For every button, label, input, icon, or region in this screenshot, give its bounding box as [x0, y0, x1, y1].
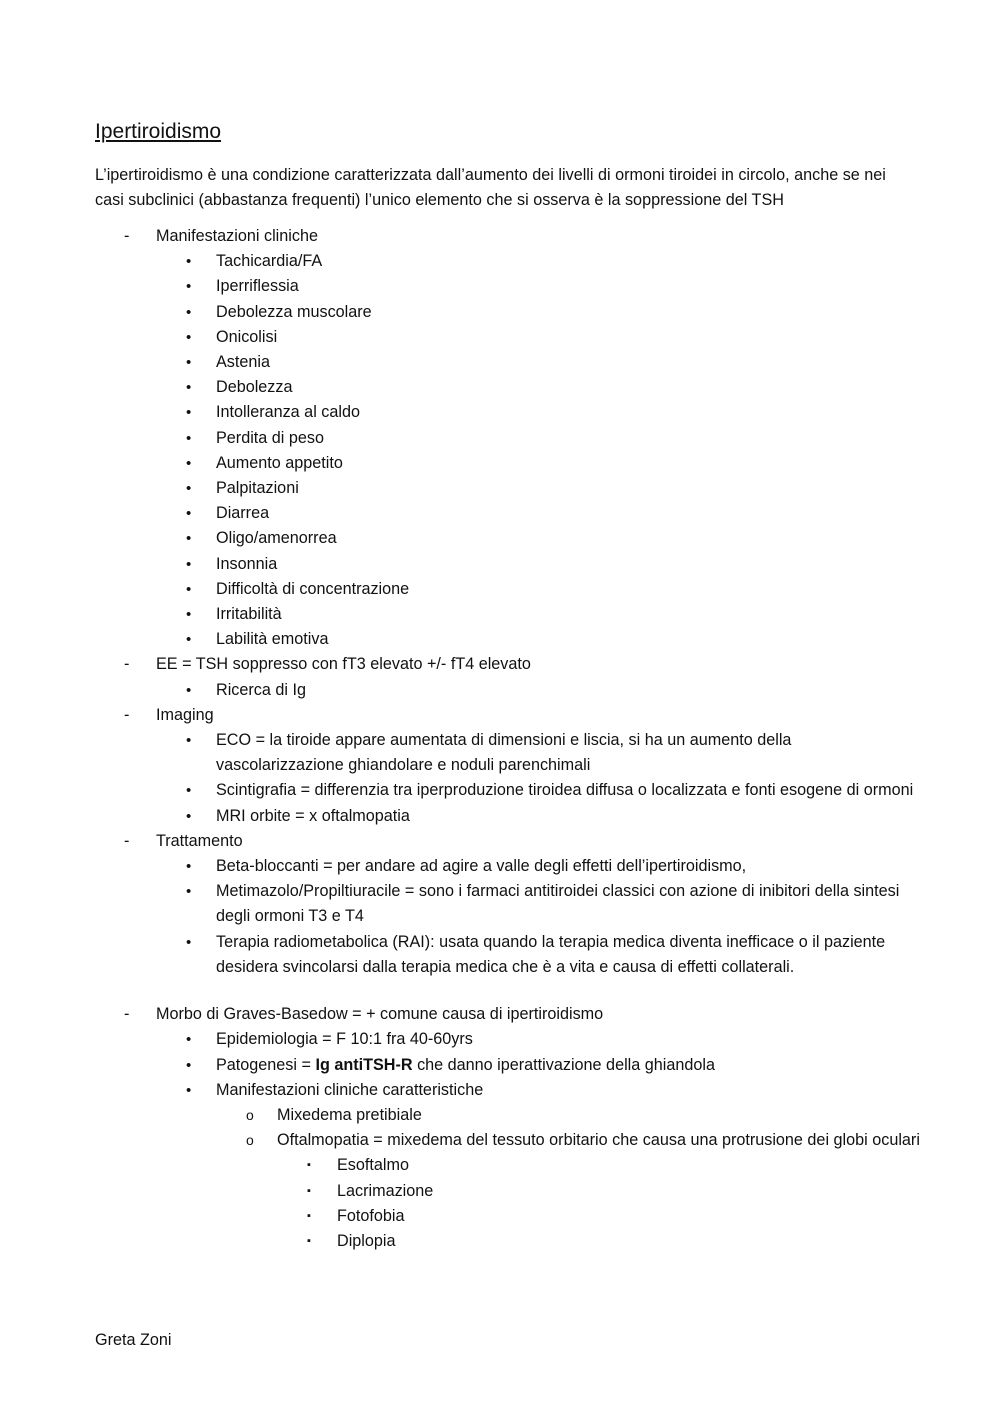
list-item-text: Oftalmopatia = mixedema del tessuto orbitario che causa una protrusione dei globi oculari [277, 1131, 920, 1150]
bullet-marker: • [186, 606, 192, 624]
sub-sub-list-item [0, 1204, 1000, 1229]
list-item-text: Tachicardia/FA [216, 252, 323, 271]
list-item [0, 678, 1000, 703]
patogenesi-bold-term: Ig antiTSH-R [315, 1055, 413, 1074]
circle-marker: o [246, 1132, 254, 1149]
sub-list-item [0, 1128, 1000, 1153]
bullet-marker: • [186, 883, 192, 901]
list-item [0, 627, 1000, 652]
bullet-marker: • [186, 807, 192, 825]
dash-marker: - [124, 655, 130, 674]
section-imaging [0, 703, 1000, 728]
square-marker: ▪ [307, 1209, 311, 1222]
list-item [0, 400, 1000, 425]
bullet-marker: • [186, 1081, 192, 1099]
section-label: Morbo di Graves-Basedow = + comune causa di ipertiroidismo [156, 1005, 604, 1024]
spacer [0, 980, 1000, 1002]
sub-sub-list-item [0, 1153, 1000, 1178]
sintomi-list [0, 1153, 1000, 1254]
list-item [0, 300, 1000, 325]
list-item [0, 854, 1000, 879]
list-item-text: Beta-bloccanti = per andare ad agire a valle degli effetti dell’ipertiroidismo, [216, 857, 747, 876]
list-item [0, 249, 1000, 274]
bullet-marker: • [186, 1056, 192, 1074]
list-item-text: Difficoltà di concentrazione [216, 579, 410, 598]
bullet-marker: • [186, 505, 192, 523]
bullet-marker: • [186, 303, 192, 321]
bullet-marker: • [186, 404, 192, 422]
list-item-text: Oligo/amenorrea [216, 529, 337, 548]
section-label: Imaging [156, 705, 214, 724]
list-item [0, 375, 1000, 400]
patogenesi-suffix: che danno iperattivazione della ghiandola [412, 1055, 715, 1074]
list-item-text: Fotofobia [337, 1206, 405, 1225]
bullet-marker: • [186, 429, 192, 447]
dash-marker: - [124, 1005, 130, 1024]
intro-paragraph: L’ipertiroidismo è una condizione caratterizzata dall’aumento dei livelli di ormoni tiroidei in circolo, anche se nei casi subclinici (abbastanza frequenti) l’unico elemento che si osserva è la soppressione del TSH [95, 166, 886, 209]
outline [0, 224, 1000, 1254]
list-item-text: Manifestazioni cliniche caratteristiche [216, 1080, 484, 1099]
section-manifestazioni [0, 224, 1000, 249]
circle-marker: o [246, 1106, 254, 1123]
list-item-text: Insonnia [216, 554, 278, 573]
list-item [0, 426, 1000, 451]
dash-marker: - [124, 227, 130, 245]
list-item-text: MRI orbite = x oftalmopatia [216, 806, 410, 825]
list-item [0, 778, 1000, 803]
list-item [0, 451, 1000, 476]
list-item [0, 526, 1000, 551]
list-item-text: Onicolisi [216, 327, 278, 346]
square-marker: ▪ [307, 1234, 311, 1247]
list-item-text: Ricerca di Ig [216, 680, 306, 699]
list-item-text: Epidemiologia = F 10:1 fra 40-60yrs [216, 1030, 473, 1049]
bullet-marker: • [186, 379, 192, 397]
bullet-marker: • [186, 278, 192, 296]
bullet-marker: • [186, 858, 192, 876]
list-item [0, 602, 1000, 627]
list-item-text: Debolezza [216, 378, 293, 397]
bullet-marker: • [186, 1031, 192, 1049]
list-item [0, 1027, 1000, 1052]
list-item-text: Intolleranza al caldo [216, 403, 360, 422]
list-item-text: Lacrimazione [337, 1181, 434, 1200]
sub-sub-list-item [0, 1229, 1000, 1254]
list-item [0, 577, 1000, 602]
list-item [0, 274, 1000, 299]
list-item [0, 350, 1000, 375]
list-item-text: Terapia radiometabolica (RAI): usata quando la terapia medica diventa inefficace o il paziente desidera svincolarsi dalla terapia medica che è a vita e causa di effetti collaterali. [216, 932, 886, 976]
bullet-marker: • [186, 580, 192, 598]
bullet-marker: • [186, 328, 192, 346]
patogenesi-prefix: Patogenesi = [216, 1055, 316, 1074]
bullet-marker: • [186, 681, 192, 699]
sub-list-item [0, 1103, 1000, 1128]
page-title: Ipertiroidismo [95, 120, 222, 143]
dash-marker: - [124, 831, 130, 850]
section-label: EE = TSH soppresso con fT3 elevato +/- fT4 elevato [156, 655, 531, 674]
list-item [0, 930, 1000, 980]
section-ee [0, 652, 1000, 677]
list-item [0, 1053, 1000, 1078]
square-marker: ▪ [307, 1184, 311, 1197]
bullet-marker: • [186, 555, 192, 573]
list-item [0, 728, 1000, 778]
list-item-text: Irritabilità [216, 605, 282, 624]
list-item-text: Scintigrafia = differenzia tra iperproduzione tiroidea diffusa o localizzata e fonti esogene di ormoni [216, 781, 914, 800]
bullet-marker: • [186, 530, 192, 548]
list-item-text: Debolezza muscolare [216, 302, 372, 321]
bullet-marker: • [186, 354, 192, 372]
square-marker: ▪ [307, 1159, 311, 1172]
list-item-text: Iperriflessia [216, 277, 299, 296]
list-item [0, 476, 1000, 501]
bullet-marker: • [186, 732, 192, 750]
sub-sub-list-item [0, 1179, 1000, 1204]
list-item-text: ECO = la tiroide appare aumentata di dimensioni e liscia, si ha un aumento della vascolarizzazione ghiandolare e noduli parenchimali [216, 731, 792, 775]
list-item [0, 804, 1000, 829]
list-item-text: Aumento appetito [216, 453, 343, 472]
list-item [0, 552, 1000, 577]
section-label: Manifestazioni cliniche [156, 227, 318, 245]
dash-marker: - [124, 705, 130, 724]
manifestazioni-list [0, 249, 1000, 652]
list-item-text: Metimazolo/Propiltiuracile = sono i farmaci antitiroidei classici con azione di inibitori della sintesi degli ormoni T3 e T4 [216, 882, 900, 926]
list-item [0, 1078, 1000, 1103]
footer-author: Greta Zoni [95, 1331, 172, 1349]
bullet-marker: • [186, 631, 192, 649]
bullet-marker: • [186, 782, 192, 800]
list-item-text: Palpitazioni [216, 479, 299, 498]
bullet-marker: • [186, 933, 192, 951]
bullet-marker: • [186, 480, 192, 498]
list-item [0, 501, 1000, 526]
list-item [0, 325, 1000, 350]
list-item-text: Mixedema pretibiale [277, 1105, 422, 1124]
section-trattamento [0, 829, 1000, 854]
list-item-text: Esoftalmo [337, 1156, 409, 1175]
section-graves [0, 1002, 1000, 1027]
list-item-text: Diplopia [337, 1231, 396, 1250]
list-item [0, 879, 1000, 929]
list-item-text: Astenia [216, 353, 270, 372]
list-item-text: Perdita di peso [216, 428, 324, 447]
bullet-marker: • [186, 253, 192, 271]
section-label: Trattamento [156, 831, 243, 850]
list-item-text: Labilità emotiva [216, 630, 329, 649]
list-item-text: Diarrea [216, 504, 270, 523]
bullet-marker: • [186, 454, 192, 472]
